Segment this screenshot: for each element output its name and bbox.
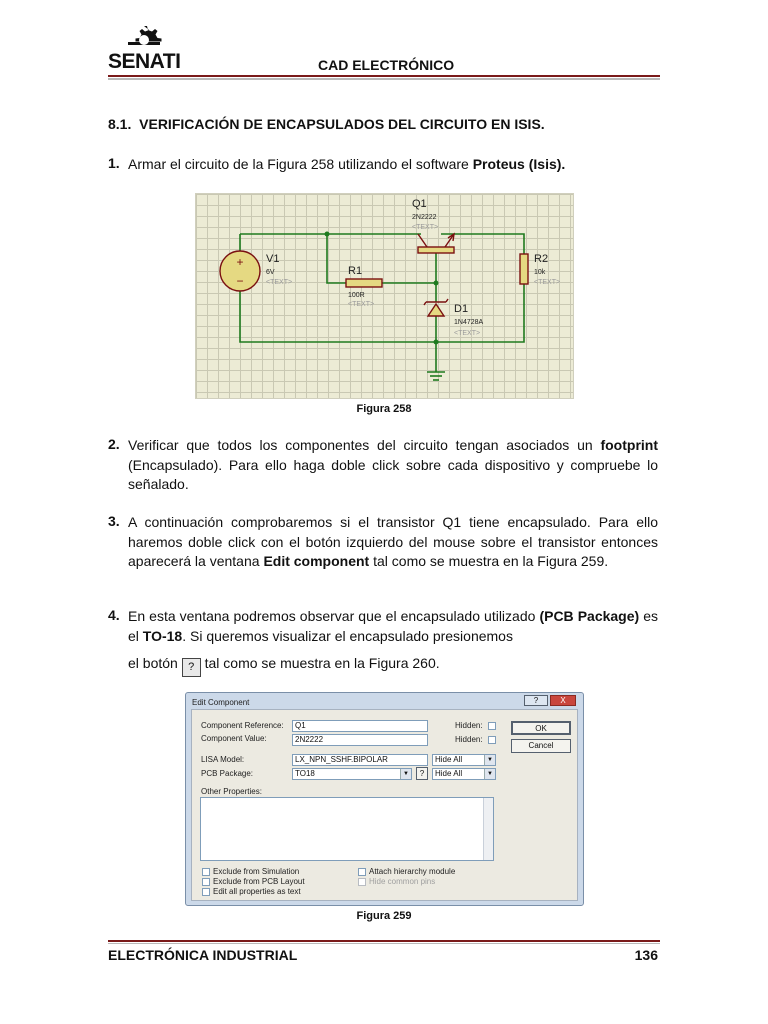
footer-title: ELECTRÓNICA INDUSTRIAL bbox=[108, 947, 298, 963]
svg-text:−: − bbox=[236, 274, 244, 288]
chevron-down-icon: ▼ bbox=[400, 769, 411, 779]
r2-value: 10k bbox=[534, 269, 546, 276]
header-rule-shadow bbox=[108, 78, 660, 80]
attach-hierarchy-checkbox[interactable] bbox=[358, 868, 366, 876]
v1-text: <TEXT> bbox=[266, 279, 293, 286]
r1-text: <TEXT> bbox=[348, 301, 375, 308]
package-preview-icon: ? bbox=[419, 769, 425, 778]
d1-zener-symbol bbox=[424, 299, 448, 316]
d1-value: 1N4728A bbox=[454, 319, 484, 326]
dialog-body bbox=[191, 709, 578, 901]
edit-all-checkbox[interactable] bbox=[202, 888, 210, 896]
page-number: 136 bbox=[634, 947, 658, 963]
step-3-number: 3. bbox=[108, 513, 120, 529]
component-reference-label: Component Reference: bbox=[201, 721, 284, 730]
r2-ref: R2 bbox=[534, 253, 549, 265]
ok-button[interactable]: OK bbox=[511, 721, 571, 735]
lisa-model-label: LISA Model: bbox=[201, 755, 245, 764]
figure-259-caption: Figura 259 bbox=[356, 910, 412, 922]
hidden-ref-checkbox[interactable] bbox=[488, 722, 496, 730]
step-4-number: 4. bbox=[108, 607, 120, 623]
header-title: CAD ELECTRÓNICO bbox=[318, 57, 455, 73]
edit-component-dialog bbox=[185, 692, 584, 906]
d1-ref: D1 bbox=[454, 303, 469, 315]
pcb-package-label: PCB Package: bbox=[201, 769, 254, 778]
r1-ref: R1 bbox=[348, 265, 363, 277]
q1-ref: Q1 bbox=[412, 198, 427, 210]
other-properties-textarea[interactable] bbox=[200, 797, 494, 861]
component-value-input[interactable]: 2N2222 bbox=[292, 734, 428, 746]
v1-ref: V1 bbox=[266, 253, 280, 265]
exclude-simulation-checkbox[interactable] bbox=[202, 868, 210, 876]
q1-text: <TEXT> bbox=[412, 224, 439, 231]
q1-value: 2N2222 bbox=[412, 214, 437, 221]
textarea-scrollbar[interactable] bbox=[483, 798, 493, 860]
pcb-hide-select[interactable]: Hide All ▼ bbox=[432, 768, 496, 780]
dialog-close-button[interactable]: X bbox=[550, 695, 576, 706]
footer-rule bbox=[108, 940, 660, 942]
step-1-number: 1. bbox=[108, 155, 120, 171]
edit-all-label: Edit all properties as text bbox=[213, 887, 301, 896]
step-4-line2: el botón ? tal como se muestra en la Figura 260. bbox=[128, 654, 658, 677]
dialog-title: Edit Component bbox=[192, 698, 250, 707]
svg-text:+: + bbox=[236, 255, 244, 269]
step-1-text: Armar el circuito de la Figura 258 utilizando el software Proteus (Isis). bbox=[128, 156, 566, 172]
attach-hierarchy-label: Attach hierarchy module bbox=[369, 867, 456, 876]
r2-resistor-symbol bbox=[520, 254, 528, 284]
pcb-package-select[interactable]: TO18 ▼ bbox=[292, 768, 412, 780]
q1-transistor-symbol bbox=[418, 234, 454, 253]
step-2-number: 2. bbox=[108, 436, 120, 452]
v1-value: 6V bbox=[266, 269, 275, 276]
section-heading bbox=[108, 116, 545, 132]
logo-text: SENATI bbox=[108, 50, 181, 73]
view-package-button-inline: ? bbox=[182, 658, 201, 677]
senati-logo bbox=[106, 22, 182, 78]
lisa-hide-select[interactable]: Hide All ▼ bbox=[432, 754, 496, 766]
cancel-button[interactable]: Cancel bbox=[511, 739, 571, 753]
hide-common-pins-checkbox bbox=[358, 878, 366, 886]
component-reference-input[interactable]: Q1 bbox=[292, 720, 428, 732]
dialog-help-button[interactable]: ? bbox=[524, 695, 548, 706]
r1-resistor-symbol bbox=[346, 279, 382, 287]
ground-symbol bbox=[427, 372, 445, 380]
step-4-text: En esta ventana podremos observar que el encapsulado utilizado (PCB Package) es el TO-18. Si queremos visualizar el encapsulado presionemos bbox=[128, 608, 659, 644]
exclude-pcb-label: Exclude from PCB Layout bbox=[213, 877, 305, 886]
header-rule bbox=[108, 75, 660, 77]
view-package-button[interactable] bbox=[416, 767, 428, 780]
hidden-label-ref: Hidden: bbox=[455, 721, 483, 730]
other-properties-label: Other Properties: bbox=[201, 787, 262, 796]
component-value-label: Component Value: bbox=[201, 734, 267, 743]
hidden-label-value: Hidden: bbox=[455, 735, 483, 744]
step-2-text: Verificar que todos los componentes del circuito tengan asociados un footprint (Encapsulado). Para ello haga doble click sobre cada dispositivo y compruebe lo señalado. bbox=[128, 437, 658, 492]
d1-text: <TEXT> bbox=[454, 330, 481, 337]
section-number: 8.1. bbox=[108, 116, 132, 132]
r2-text: <TEXT> bbox=[534, 279, 561, 286]
footer-rule-shadow bbox=[108, 943, 660, 944]
chevron-down-icon: ▼ bbox=[484, 755, 495, 765]
schematic-figure bbox=[195, 193, 574, 399]
exclude-simulation-label: Exclude from Simulation bbox=[213, 867, 300, 876]
section-title: VERIFICACIÓN DE ENCAPSULADOS DEL CIRCUITO EN ISIS. bbox=[139, 116, 545, 132]
exclude-pcb-checkbox[interactable] bbox=[202, 878, 210, 886]
step-3-text: A continuación comprobaremos si el transistor Q1 tiene encapsulado. Para ello haremos doble click con el botón izquierdo del mouse sobre el transistor entonces aparecerá la ventana Edit component tal como se muestra en la Figura 259. bbox=[128, 514, 658, 569]
hidden-value-checkbox[interactable] bbox=[488, 736, 496, 744]
lisa-model-input[interactable]: LX_NPN_SSHF.BIPOLAR bbox=[292, 754, 428, 766]
v1-source-symbol bbox=[220, 251, 260, 291]
figure-258-caption: Figura 258 bbox=[356, 403, 412, 415]
chevron-down-icon: ▼ bbox=[484, 769, 495, 779]
r1-value: 100R bbox=[348, 292, 365, 299]
hide-common-pins-label: Hide common pins bbox=[369, 877, 436, 886]
